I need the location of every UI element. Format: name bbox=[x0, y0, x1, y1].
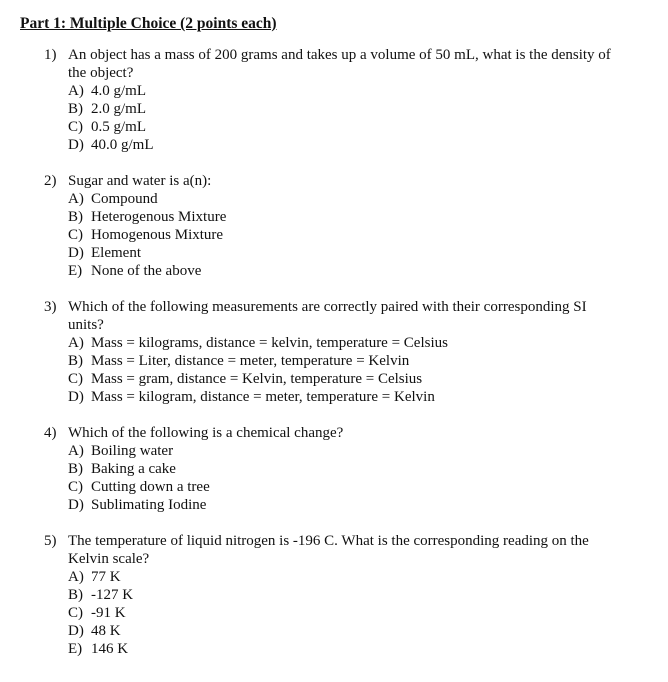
option-a: A) Compound bbox=[68, 191, 158, 207]
option-c: C) -91 K bbox=[68, 605, 126, 621]
option-c: C) 0.5 g/mL bbox=[68, 119, 146, 135]
question-text: The temperature of liquid nitrogen is -196 C. What is the corresponding reading on the Kelvin scale? bbox=[68, 533, 589, 567]
option-a: A) 4.0 g/mL bbox=[68, 83, 146, 99]
option-list bbox=[68, 82, 154, 154]
option-e: E) 146 K bbox=[68, 641, 129, 657]
option-d: D) Sublimating Iodine bbox=[68, 497, 207, 513]
option-list bbox=[68, 190, 226, 280]
question-number: 2) bbox=[44, 173, 57, 189]
option-list bbox=[68, 442, 210, 514]
option-d: D) Element bbox=[68, 245, 141, 261]
option-a: A) Mass = kilograms, distance = kelvin, temperature = Celsius bbox=[68, 335, 448, 351]
question-number: 4) bbox=[44, 425, 57, 441]
option-e: E) None of the above bbox=[68, 263, 202, 279]
question-number: 1) bbox=[44, 47, 57, 63]
option-b: B) -127 K bbox=[68, 587, 134, 603]
option-list bbox=[68, 568, 133, 658]
option-a: A) Boiling water bbox=[68, 443, 174, 459]
option-d: D) Mass = kilogram, distance = meter, temperature = Kelvin bbox=[68, 389, 435, 405]
option-b: B) Baking a cake bbox=[68, 461, 176, 477]
question-text: Which of the following is a chemical change? bbox=[68, 425, 344, 441]
question-text: An object has a mass of 200 grams and takes up a volume of 50 mL, what is the density of the object? bbox=[68, 47, 611, 81]
option-d: D) 48 K bbox=[68, 623, 121, 639]
question-number: 3) bbox=[44, 299, 57, 315]
option-b: B) 2.0 g/mL bbox=[68, 101, 146, 117]
option-c: C) Mass = gram, distance = Kelvin, temperature = Celsius bbox=[68, 371, 423, 387]
option-d: D) 40.0 g/mL bbox=[68, 137, 154, 153]
question-text: Which of the following measurements are correctly paired with their corresponding SI units? bbox=[68, 299, 587, 333]
section-heading: Part 1: Multiple Choice (2 points each) bbox=[20, 15, 277, 32]
option-c: C) Homogenous Mixture bbox=[68, 227, 224, 243]
option-b: B) Mass = Liter, distance = meter, temperature = Kelvin bbox=[68, 353, 410, 369]
option-list bbox=[68, 334, 448, 406]
option-c: C) Cutting down a tree bbox=[68, 479, 210, 495]
question-number: 5) bbox=[44, 533, 57, 549]
option-b: B) Heterogenous Mixture bbox=[68, 209, 227, 225]
question-text: Sugar and water is a(n): bbox=[68, 173, 212, 189]
option-a: A) 77 K bbox=[68, 569, 121, 585]
